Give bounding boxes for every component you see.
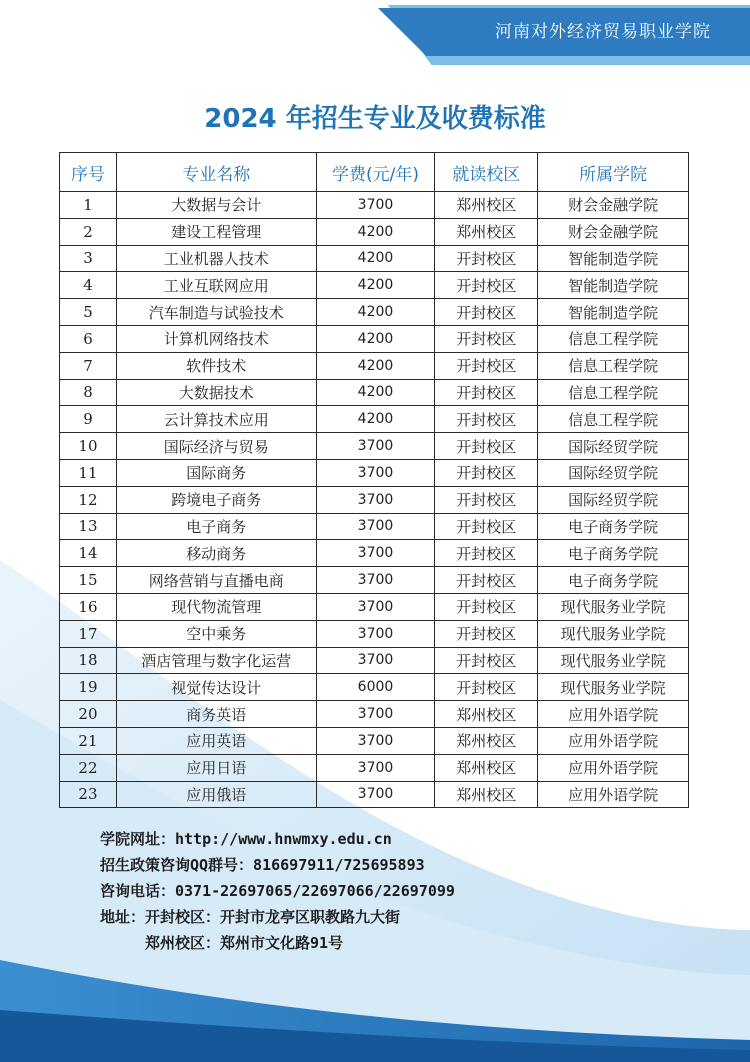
tuition-fee-cell: 3700 xyxy=(316,486,435,513)
campus-cell: 郑州校区 xyxy=(435,218,538,245)
campus-cell: 开封校区 xyxy=(435,513,538,540)
row-index-cell: 15 xyxy=(60,567,117,594)
campus-cell: 开封校区 xyxy=(435,245,538,272)
campus-cell: 开封校区 xyxy=(435,674,538,701)
table-row xyxy=(60,459,689,486)
tuition-fee-cell: 4200 xyxy=(316,406,435,433)
college-cell: 电子商务学院 xyxy=(538,540,689,567)
tuition-fee-cell: 4200 xyxy=(316,379,435,406)
campus-cell: 郑州校区 xyxy=(435,754,538,781)
college-cell: 电子商务学院 xyxy=(538,567,689,594)
college-cell: 信息工程学院 xyxy=(538,379,689,406)
campus-cell: 开封校区 xyxy=(435,299,538,326)
major-name-cell: 应用英语 xyxy=(116,727,316,754)
college-cell: 现代服务业学院 xyxy=(538,674,689,701)
tuition-fee-cell: 6000 xyxy=(316,674,435,701)
row-index-cell: 14 xyxy=(60,540,117,567)
major-name-cell: 软件技术 xyxy=(116,352,316,379)
major-name-cell: 跨境电子商务 xyxy=(116,486,316,513)
campus-cell: 开封校区 xyxy=(435,379,538,406)
college-cell: 信息工程学院 xyxy=(538,406,689,433)
table-row xyxy=(60,433,689,460)
tuition-fee-cell: 4200 xyxy=(316,245,435,272)
campus-cell: 郑州校区 xyxy=(435,701,538,728)
tuition-fee-cell: 3700 xyxy=(316,433,435,460)
table-row xyxy=(60,781,689,808)
row-index-cell: 8 xyxy=(60,379,117,406)
major-name-cell: 云计算技术应用 xyxy=(116,406,316,433)
major-name-cell: 建设工程管理 xyxy=(116,218,316,245)
college-cell: 信息工程学院 xyxy=(538,325,689,352)
campus-cell: 郑州校区 xyxy=(435,727,538,754)
college-cell: 智能制造学院 xyxy=(538,245,689,272)
table-row xyxy=(60,299,689,326)
table-row xyxy=(60,701,689,728)
row-index-cell: 3 xyxy=(60,245,117,272)
campus-cell: 郑州校区 xyxy=(435,781,538,808)
college-cell: 应用外语学院 xyxy=(538,727,689,754)
major-name-cell: 电子商务 xyxy=(116,513,316,540)
major-name-cell: 工业互联网应用 xyxy=(116,272,316,299)
table-row xyxy=(60,245,689,272)
row-index-cell: 16 xyxy=(60,593,117,620)
column-header-campus: 就读校区 xyxy=(435,153,538,192)
column-header-tuition: 学费(元/年) xyxy=(316,153,435,192)
major-name-cell: 计算机网络技术 xyxy=(116,325,316,352)
tuition-fee-cell: 3700 xyxy=(316,459,435,486)
tuition-fee-cell: 4200 xyxy=(316,218,435,245)
campus-cell: 开封校区 xyxy=(435,540,538,567)
college-cell: 财会金融学院 xyxy=(538,218,689,245)
major-name-cell: 大数据与会计 xyxy=(116,192,316,219)
tuition-fee-cell: 3700 xyxy=(316,727,435,754)
college-cell: 应用外语学院 xyxy=(538,781,689,808)
tuition-fee-cell: 3700 xyxy=(316,192,435,219)
page-title: 2024 年招生专业及收费标准 xyxy=(204,104,546,134)
campus-cell: 开封校区 xyxy=(435,459,538,486)
table-row xyxy=(60,379,689,406)
row-index-cell: 20 xyxy=(60,701,117,728)
table-row xyxy=(60,593,689,620)
tuition-fee-cell: 3700 xyxy=(316,781,435,808)
table-row xyxy=(60,272,689,299)
table-row xyxy=(60,486,689,513)
tuition-fee-cell: 3700 xyxy=(316,754,435,781)
contact-info xyxy=(100,826,455,956)
address-kaifeng-line: 地址：开封校区：开封市龙亭区职教路九大街 xyxy=(100,908,401,926)
tuition-fee-cell: 3700 xyxy=(316,647,435,674)
tuition-fee-cell: 3700 xyxy=(316,513,435,540)
major-name-cell: 网络营销与直播电商 xyxy=(116,567,316,594)
table-row xyxy=(60,513,689,540)
tuition-fee-cell: 3700 xyxy=(316,701,435,728)
row-index-cell: 1 xyxy=(60,192,117,219)
row-index-cell: 13 xyxy=(60,513,117,540)
major-name-cell: 汽车制造与试验技术 xyxy=(116,299,316,326)
campus-cell: 郑州校区 xyxy=(435,192,538,219)
row-index-cell: 21 xyxy=(60,727,117,754)
row-index-cell: 5 xyxy=(60,299,117,326)
major-name-cell: 国际经济与贸易 xyxy=(116,433,316,460)
row-index-cell: 10 xyxy=(60,433,117,460)
college-cell: 现代服务业学院 xyxy=(538,620,689,647)
row-index-cell: 19 xyxy=(60,674,117,701)
campus-cell: 开封校区 xyxy=(435,406,538,433)
college-cell: 现代服务业学院 xyxy=(538,593,689,620)
college-cell: 财会金融学院 xyxy=(538,192,689,219)
major-name-cell: 商务英语 xyxy=(116,701,316,728)
website-line: 学院网址：http://www.hnwmxy.edu.cn xyxy=(100,830,392,848)
major-name-cell: 空中乘务 xyxy=(116,620,316,647)
major-name-cell: 大数据技术 xyxy=(116,379,316,406)
tuition-fee-cell: 4200 xyxy=(316,299,435,326)
college-cell: 智能制造学院 xyxy=(538,299,689,326)
major-name-cell: 工业机器人技术 xyxy=(116,245,316,272)
table-row xyxy=(60,647,689,674)
college-cell: 电子商务学院 xyxy=(538,513,689,540)
row-index-cell: 11 xyxy=(60,459,117,486)
table-row xyxy=(60,674,689,701)
row-index-cell: 2 xyxy=(60,218,117,245)
campus-cell: 开封校区 xyxy=(435,647,538,674)
table-row xyxy=(60,218,689,245)
college-cell: 国际经贸学院 xyxy=(538,459,689,486)
campus-cell: 开封校区 xyxy=(435,593,538,620)
college-cell: 国际经贸学院 xyxy=(538,486,689,513)
row-index-cell: 22 xyxy=(60,754,117,781)
major-name-cell: 现代物流管理 xyxy=(116,593,316,620)
column-header-college: 所属学院 xyxy=(538,153,689,192)
row-index-cell: 17 xyxy=(60,620,117,647)
table-row xyxy=(60,192,689,219)
row-index-cell: 23 xyxy=(60,781,117,808)
tuition-fee-cell: 4200 xyxy=(316,272,435,299)
campus-cell: 开封校区 xyxy=(435,433,538,460)
campus-cell: 开封校区 xyxy=(435,486,538,513)
table-row xyxy=(60,727,689,754)
tuition-fee-cell: 4200 xyxy=(316,352,435,379)
table-row xyxy=(60,325,689,352)
tuition-fee-cell: 3700 xyxy=(316,620,435,647)
address-zhengzhou-line: 郑州校区：郑州市文化路91号 xyxy=(145,934,344,952)
tuition-fee-cell: 3700 xyxy=(316,593,435,620)
college-cell: 现代服务业学院 xyxy=(538,647,689,674)
college-cell: 应用外语学院 xyxy=(538,754,689,781)
tuition-fee-cell: 3700 xyxy=(316,567,435,594)
college-cell: 智能制造学院 xyxy=(538,272,689,299)
major-name-cell: 国际商务 xyxy=(116,459,316,486)
college-cell: 应用外语学院 xyxy=(538,701,689,728)
column-header-index: 序号 xyxy=(60,153,117,192)
tuition-fee-cell: 4200 xyxy=(316,325,435,352)
row-index-cell: 4 xyxy=(60,272,117,299)
row-index-cell: 6 xyxy=(60,325,117,352)
qq-group-line: 招生政策咨询QQ群号：816697911/725695893 xyxy=(100,856,425,874)
campus-cell: 开封校区 xyxy=(435,325,538,352)
college-cell: 国际经贸学院 xyxy=(538,433,689,460)
column-header-major: 专业名称 xyxy=(116,153,316,192)
table-row xyxy=(60,540,689,567)
tuition-fee-table xyxy=(59,152,689,808)
major-name-cell: 视觉传达设计 xyxy=(116,674,316,701)
major-name-cell: 酒店管理与数字化运营 xyxy=(116,647,316,674)
table-header-row xyxy=(60,153,689,192)
major-name-cell: 应用日语 xyxy=(116,754,316,781)
campus-cell: 开封校区 xyxy=(435,567,538,594)
tuition-fee-cell: 3700 xyxy=(316,540,435,567)
table-row xyxy=(60,620,689,647)
campus-cell: 开封校区 xyxy=(435,620,538,647)
major-name-cell: 应用俄语 xyxy=(116,781,316,808)
college-cell: 信息工程学院 xyxy=(538,352,689,379)
phone-line: 咨询电话：0371-22697065/22697066/22697099 xyxy=(100,882,455,900)
table-row xyxy=(60,406,689,433)
table-row xyxy=(60,754,689,781)
row-index-cell: 18 xyxy=(60,647,117,674)
table-body xyxy=(60,192,689,808)
table-row xyxy=(60,352,689,379)
campus-cell: 开封校区 xyxy=(435,272,538,299)
row-index-cell: 9 xyxy=(60,406,117,433)
major-name-cell: 移动商务 xyxy=(116,540,316,567)
institution-name: 河南对外经济贸易职业学院 xyxy=(495,22,711,42)
table-row xyxy=(60,567,689,594)
row-index-cell: 7 xyxy=(60,352,117,379)
campus-cell: 开封校区 xyxy=(435,352,538,379)
row-index-cell: 12 xyxy=(60,486,117,513)
